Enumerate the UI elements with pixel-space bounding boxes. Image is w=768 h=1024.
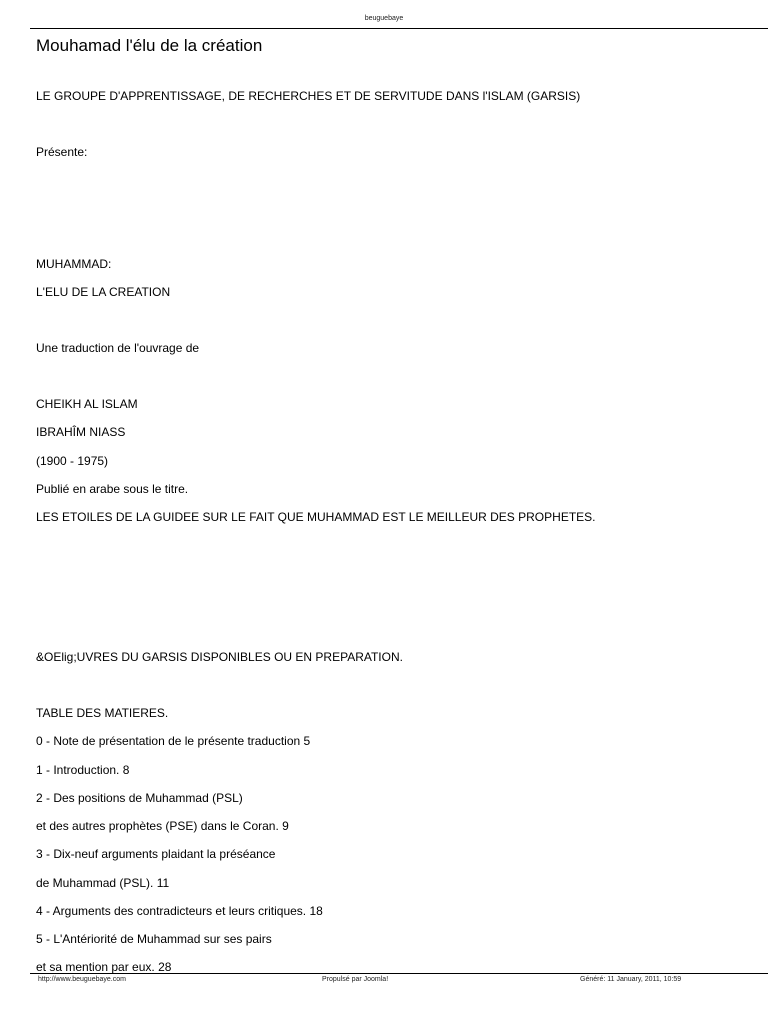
translation-line: Une traduction de l'ouvrage de xyxy=(36,341,200,355)
toc-item: 3 - Dix-neuf arguments plaidant la préséance xyxy=(36,847,276,861)
toc-item: 0 - Note de présentation de le présente traduction 5 xyxy=(36,734,311,748)
toc-item: 4 - Arguments des contradicteurs et leurs critiques. 18 xyxy=(36,904,323,918)
author-title-line: CHEIKH AL ISLAM xyxy=(36,397,138,411)
arabic-title-line: LES ETOILES DE LA GUIDEE SUR LE FAIT QUE MUHAMMAD EST LE MEILLEUR DES PROPHETES. xyxy=(36,510,596,524)
presents-line: Présente: xyxy=(36,145,88,159)
published-line: Publié en arabe sous le titre. xyxy=(36,482,189,496)
header-divider xyxy=(30,28,768,29)
footer-divider xyxy=(30,973,768,974)
footer-url-link[interactable]: http://www.beuguebaye.com xyxy=(38,976,126,983)
footer-powered-by: Propulsé par Joomla! xyxy=(322,976,389,983)
toc-item: et des autres prophètes (PSE) dans le Coran. 9 xyxy=(36,819,289,833)
toc-item: 1 - Introduction. 8 xyxy=(36,763,130,777)
footer-generated-date: Généré: 11 January, 2011, 10:59 xyxy=(580,976,682,983)
toc-item: et sa mention par eux. 28 xyxy=(36,960,172,974)
author-name-line: IBRAHÎM NIASS xyxy=(36,425,126,439)
toc-heading: TABLE DES MATIERES. xyxy=(36,706,169,720)
site-header: beuguebaye xyxy=(364,15,404,22)
toc-item: de Muhammad (PSL). 11 xyxy=(36,876,170,890)
toc-item: 5 - L'Antériorité de Muhammad sur ses pairs xyxy=(36,932,272,946)
organization-line: LE GROUPE D'APPRENTISSAGE, DE RECHERCHES ET DE SERVITUDE DANS l'ISLAM (GARSIS) xyxy=(36,89,581,103)
toc-item: 2 - Des positions de Muhammad (PSL) xyxy=(36,791,243,805)
author-dates-line: (1900 - 1975) xyxy=(36,454,109,468)
book-subtitle-line: L'ELU DE LA CREATION xyxy=(36,285,171,299)
book-title-line: MUHAMMAD: xyxy=(36,257,112,271)
works-heading-line: &OElig;UVRES DU GARSIS DISPONIBLES OU EN PREPARATION. xyxy=(36,650,403,664)
article-title: Mouhamad l'élu de la création xyxy=(36,36,263,55)
